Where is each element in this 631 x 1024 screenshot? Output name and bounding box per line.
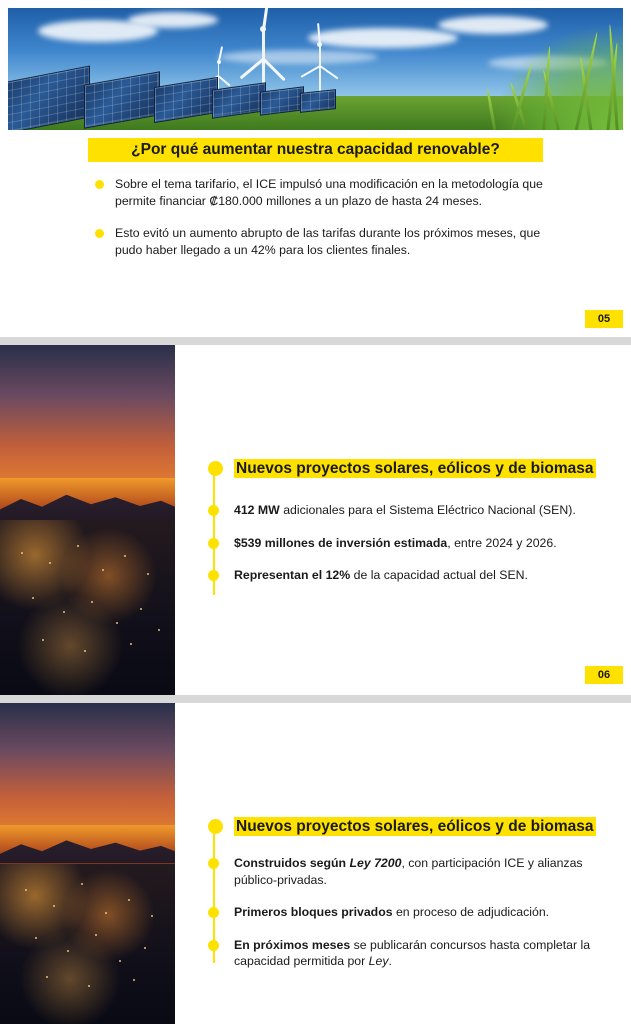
grass-foreground — [473, 8, 623, 130]
list-item-text — [234, 502, 628, 519]
item-rest: se publicarán concursos hasta completar la capacidad permitida por — [234, 937, 591, 968]
list-item-text — [234, 904, 628, 921]
item-tail: . — [388, 954, 392, 968]
bullet-dot-icon — [95, 180, 104, 189]
page-title: ¿Por qué aumentar nuestra capacidad renovable? — [131, 141, 500, 158]
slide-07-body — [175, 703, 631, 1024]
list-item-text — [234, 567, 628, 584]
wind-turbine-icon — [298, 32, 342, 96]
list-item — [208, 535, 628, 552]
bullet-dot-icon — [208, 819, 223, 834]
item-rest: , entre 2024 y 2026. — [447, 535, 557, 550]
item-bold: Primeros bloques privados — [234, 905, 393, 919]
section-title-text: Nuevos proyectos solares, eólicos y de biomasa — [236, 460, 594, 477]
item-italic: Ley 7200 — [349, 856, 402, 870]
section-title — [208, 458, 631, 480]
list-item-text: Sobre el tema tarifario, el ICE impulsó una modificación en la metodología que permite financiar ₡180.000 millones a un plazo de hasta 24 meses. — [115, 177, 543, 208]
item-rest: de la capacidad actual del SEN. — [350, 568, 528, 582]
item-rest: en proceso de adjudicación. — [392, 905, 550, 919]
bullet-dot-icon — [95, 229, 104, 238]
bullet-dot-icon — [208, 538, 219, 549]
slide-05-bullet-list — [95, 176, 565, 274]
solar-panel — [300, 89, 336, 113]
list-item — [208, 904, 628, 921]
solar-panels-and-wind-turbines-photo — [8, 8, 623, 130]
list-item — [208, 567, 628, 584]
page-number-badge: 05 — [585, 310, 623, 328]
list-item — [95, 225, 565, 258]
slide-06 — [0, 345, 631, 695]
item-bold: En próximos meses — [234, 937, 351, 952]
bullet-dot-icon — [208, 505, 219, 516]
slide-07 — [0, 703, 631, 1024]
list-item-text — [234, 535, 628, 552]
section-title — [208, 816, 631, 838]
slide-06-body — [175, 345, 631, 695]
list-item-text: Esto evitó un aumento abrupto de las tarifas durante los próximos meses, que pudo haber llegado a un 42% para los clientes finales. — [115, 226, 541, 257]
item-bold: Construidos según — [234, 856, 350, 870]
slide-05 — [0, 0, 631, 337]
city-lights — [0, 520, 175, 695]
sunset-sky — [0, 345, 175, 492]
city-at-sunset-photo — [0, 345, 175, 695]
item-bold: Representan el 12% — [234, 568, 351, 582]
list-item — [95, 176, 565, 209]
list-item-text — [234, 855, 628, 888]
bullet-dot-icon — [208, 907, 219, 918]
bullet-dot-icon — [208, 858, 219, 869]
slide-07-item-list — [208, 855, 628, 986]
item-bold: $539 millones de inversión estimada — [234, 535, 448, 550]
list-item-text — [234, 937, 628, 970]
item-rest: , con participación ICE y alianzas público-privadas. — [234, 856, 583, 887]
sunset-sky — [0, 703, 175, 838]
cloud-shape — [128, 12, 218, 28]
section-title-text: Nuevos proyectos solares, eólicos y de biomasa — [236, 818, 594, 835]
item-rest: adicionales para el Sistema Eléctrico Nacional (SEN). — [279, 503, 576, 517]
bullet-dot-icon — [208, 461, 223, 476]
city-at-sunset-photo — [0, 703, 175, 1024]
item-bold: 412 MW — [234, 503, 280, 517]
list-item — [208, 855, 628, 888]
slide-06-item-list — [208, 502, 628, 600]
item-italic: Ley — [368, 954, 389, 968]
city-lights — [0, 864, 175, 1024]
list-item — [208, 502, 628, 519]
slide-05-title-band — [8, 138, 623, 162]
list-item — [208, 937, 628, 970]
page-number-badge: 06 — [585, 666, 623, 684]
bullet-dot-icon — [208, 570, 219, 581]
bullet-dot-icon — [208, 940, 219, 951]
